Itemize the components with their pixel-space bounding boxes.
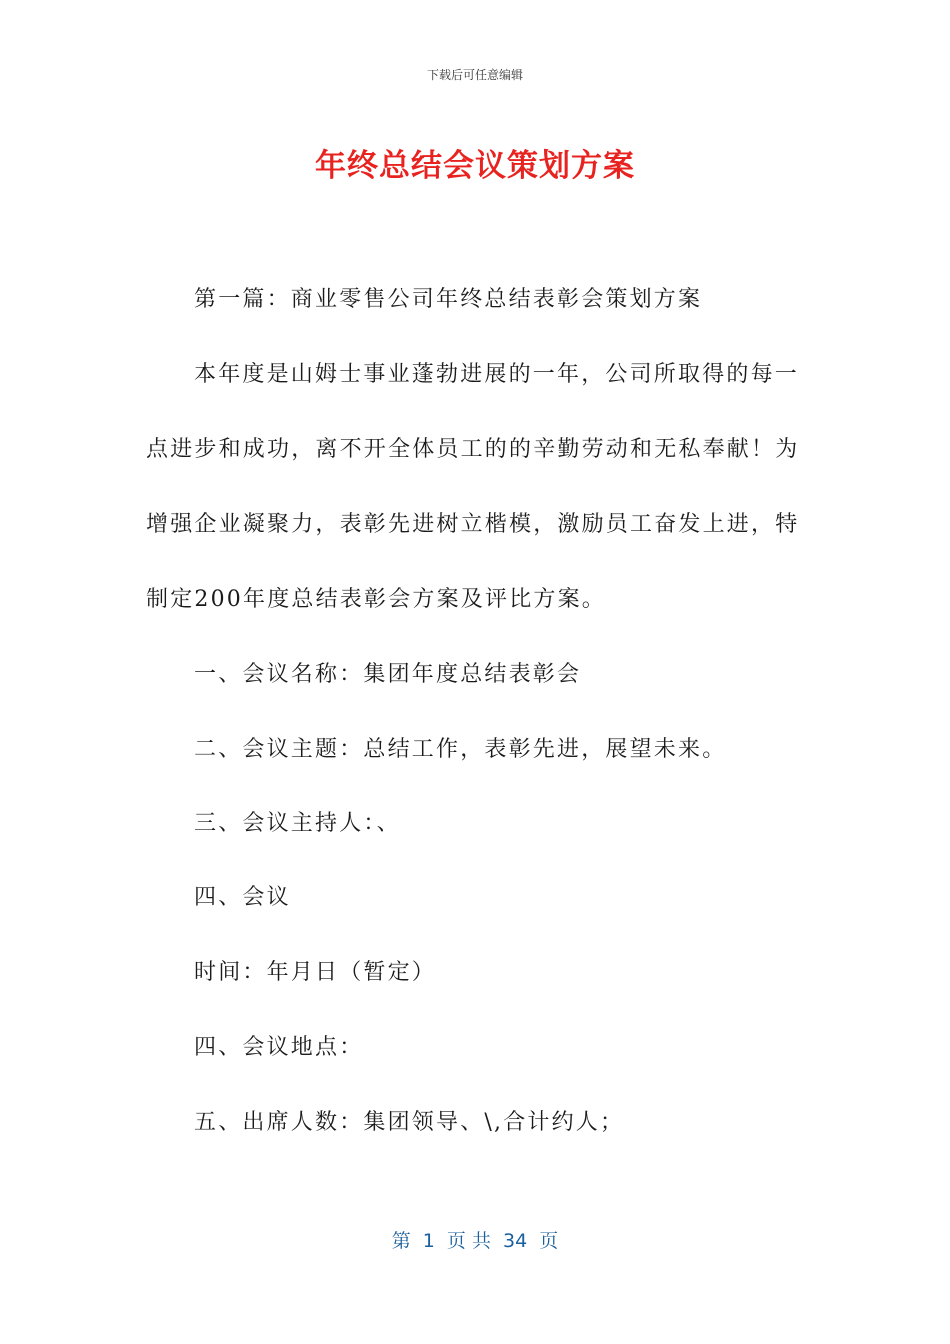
item-meeting-theme: 二、会议主题：总结工作，表彰先进，展望未来。 bbox=[194, 737, 727, 762]
document-title: 年终总结会议策划方案 bbox=[315, 148, 635, 184]
item-attendees: 五、出席人数：集团领导、\,合计约人； bbox=[194, 1110, 625, 1135]
intro-line-4: 制定200年度总结表彰会方案及评比方案。 bbox=[146, 587, 606, 612]
item-meeting-time: 时间：年月日（暂定） bbox=[194, 960, 437, 985]
section-heading: 第一篇：商业零售公司年终总结表彰会策划方案 bbox=[194, 287, 703, 312]
intro-line-3: 增强企业凝聚力，表彰先进树立楷模，激励员工奋发上进，特 bbox=[146, 512, 800, 537]
page-number-footer: 第 1 页 共 34 页 bbox=[391, 1230, 559, 1252]
item-meeting-name: 一、会议名称：集团年度总结表彰会 bbox=[194, 662, 582, 687]
item-meeting-location: 四、会议地点： bbox=[194, 1035, 364, 1060]
item-meeting: 四、会议 bbox=[194, 885, 291, 910]
intro-line-2: 点进步和成功，离不开全体员工的的辛勤劳动和无私奉献！为 bbox=[146, 437, 800, 462]
item-meeting-host: 三、会议主持人：、 bbox=[194, 811, 401, 836]
intro-line-1: 本年度是山姆士事业蓬勃进展的一年，公司所取得的每一 bbox=[194, 362, 800, 387]
page-header-note: 下载后可任意编辑 bbox=[426, 68, 523, 82]
